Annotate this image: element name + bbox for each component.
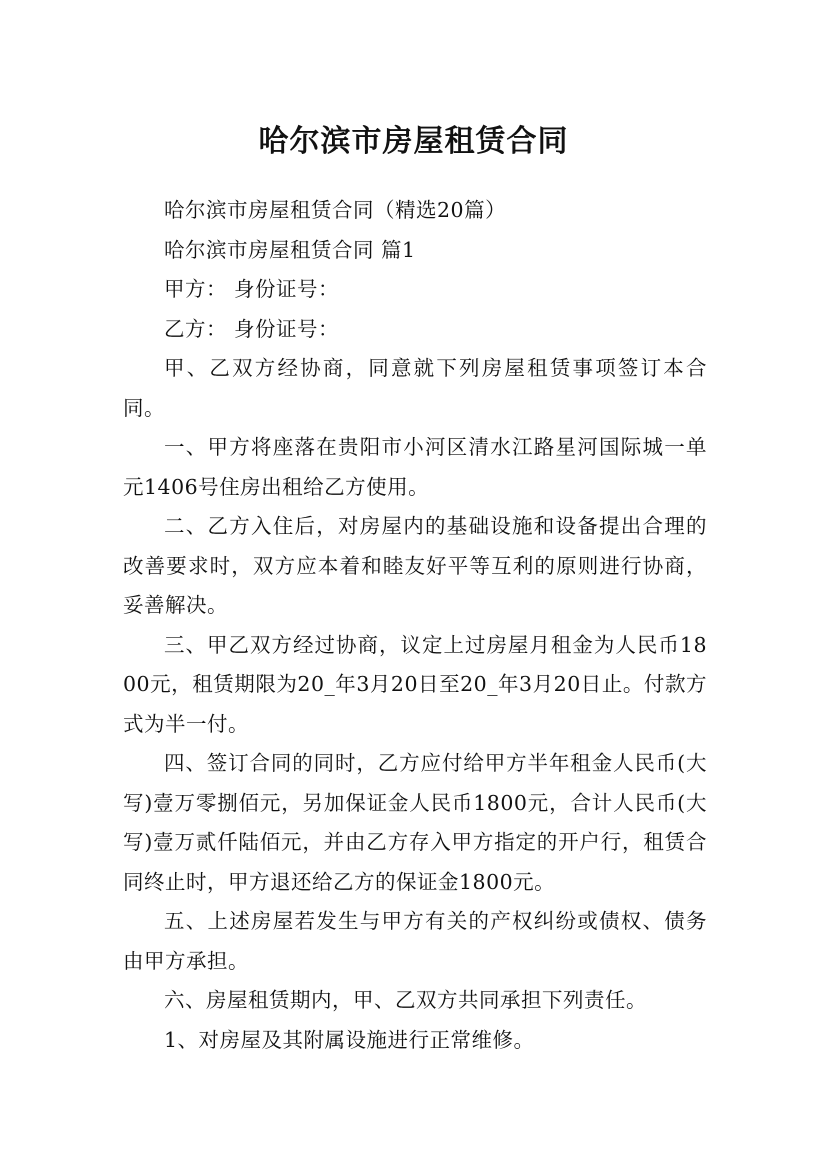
document-title: 哈尔滨市房屋租赁合同 bbox=[258, 124, 569, 160]
paragraph-clause-6: 六、房屋租赁期内，甲、乙双方共同承担下列责任。 bbox=[164, 988, 647, 1012]
paragraph-preamble: 甲、乙双方经协商，同意就下列房屋租赁事项签订本合同。 bbox=[123, 356, 707, 420]
paragraph-party-a: 甲方： 身份证号： bbox=[164, 277, 340, 301]
paragraph-clause-4: 四、签订合同的同时，乙方应付给甲方半年租金人民币(大写)壹万零捌佰元，另加保证金人民币1800元，合计人民币(大写)壹万贰仟陆佰元，并由乙方存入甲方指定的开户行，租赁合同终止时，甲方退还给乙方的保证金1800元。 bbox=[123, 751, 707, 894]
paragraph-clause-6-item-1: 1、对房屋及其附属设施进行正常维修。 bbox=[164, 1027, 535, 1052]
paragraph-party-b: 乙方： 身份证号： bbox=[164, 316, 340, 341]
paragraph-clause-5: 五、上述房屋若发生与甲方有关的产权纠纷或债权、债务由甲方承担。 bbox=[123, 909, 707, 973]
paragraph-clause-1: 一、甲方将座落在贵阳市小河区清水江路星河国际城一单元1406号住房出租给乙方使用。 bbox=[123, 435, 707, 499]
paragraph-collection-title: 哈尔滨市房屋租赁合同（精选20篇） bbox=[164, 198, 507, 222]
document-body bbox=[123, 191, 707, 1060]
paragraph-clause-2: 二、乙方入住后，对房屋内的基础设施和设备提出合理的改善要求时，双方应本着和睦友好平等互利的原则进行协商，妥善解决。 bbox=[123, 514, 707, 617]
paragraph-clause-3: 三、甲乙双方经过协商，议定上过房屋月租金为人民币1800元，租赁期限为20_年3月20日至20_年3月20日止。付款方式为半一付。 bbox=[123, 632, 707, 736]
paragraph-article-heading: 哈尔滨市房屋租赁合同 篇1 bbox=[164, 237, 416, 262]
